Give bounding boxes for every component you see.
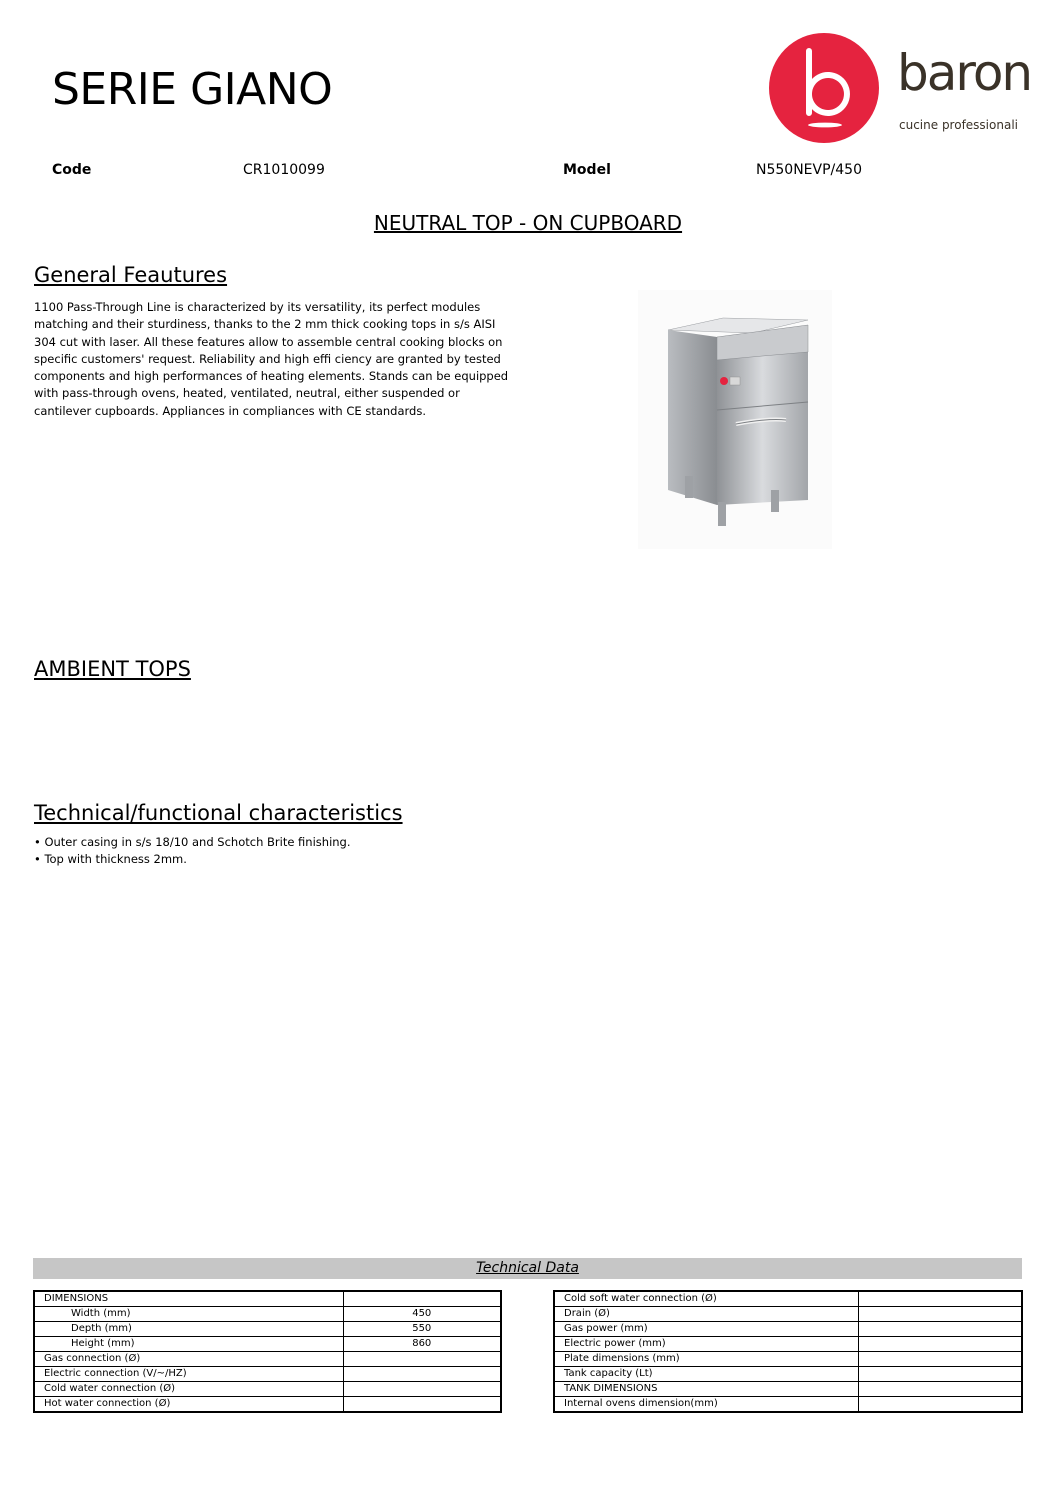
spec-value xyxy=(858,1397,1022,1413)
code-value: CR1010099 xyxy=(243,162,325,178)
spec-value xyxy=(343,1352,501,1367)
spec-label: Depth (mm) xyxy=(34,1322,343,1337)
logo-b-icon xyxy=(769,33,879,143)
table-row xyxy=(554,1307,1022,1322)
model-label: Model xyxy=(563,162,611,178)
table-row xyxy=(34,1337,501,1352)
spec-value xyxy=(343,1382,501,1397)
table-row xyxy=(34,1322,501,1337)
table-row xyxy=(34,1352,501,1367)
technical-data-title: Technical Data xyxy=(476,1260,579,1276)
spec-label: Internal ovens dimension(mm) xyxy=(554,1397,858,1413)
spec-value: 860 xyxy=(343,1337,501,1352)
logo-mark xyxy=(769,33,879,143)
technical-data-bar xyxy=(33,1258,1022,1279)
spec-label: Gas power (mm) xyxy=(554,1322,858,1337)
spec-value xyxy=(343,1367,501,1382)
general-features-heading: General Feautures xyxy=(34,263,228,287)
technical-characteristics-heading: Technical/functional characteristics xyxy=(34,801,403,825)
technical-bullet-list xyxy=(34,834,351,869)
table-row xyxy=(34,1291,501,1307)
spec-label: Height (mm) xyxy=(34,1337,343,1352)
product-heading: NEUTRAL TOP - ON CUPBOARD xyxy=(373,211,683,235)
table-row xyxy=(554,1337,1022,1352)
bullet-item: • Top with thickness 2mm. xyxy=(34,852,187,867)
spec-label: Electric power (mm) xyxy=(554,1337,858,1352)
product-image xyxy=(638,290,832,549)
series-title: SERIE GIANO xyxy=(52,64,333,115)
general-features-text: 1100 Pass-Through Line is characterized by its versatility, its perfect modules matching and their sturdiness, thanks to the 2 mm thick cooking tops in s/s AISI 304 cut with laser. All these features allow to assemble central cooking blocks on specific customers' request. Reliability and high effi ciency are granted by tested components and high performances of heating elements. Stands can be equipped with pass-through ovens, heated, ventilated, neutral, either suspended or cantilever cupboards. Appliances in compliances with CE standards. xyxy=(34,300,509,418)
spec-table-left xyxy=(33,1290,502,1413)
spec-value: 550 xyxy=(343,1322,501,1337)
spec-label: DIMENSIONS xyxy=(34,1291,343,1307)
spec-label: Gas connection (Ø) xyxy=(34,1352,343,1367)
table-row xyxy=(554,1367,1022,1382)
spec-label: Drain (Ø) xyxy=(554,1307,858,1322)
code-label: Code xyxy=(52,162,92,178)
model-value: N550NEVP/450 xyxy=(756,162,862,178)
spec-label: TANK DIMENSIONS xyxy=(554,1382,858,1397)
spec-value xyxy=(858,1367,1022,1382)
spec-label: Electric connection (V/~/HZ) xyxy=(34,1367,343,1382)
spec-label: Cold water connection (Ø) xyxy=(34,1382,343,1397)
spec-value xyxy=(858,1307,1022,1322)
spec-value: 450 xyxy=(343,1307,501,1322)
table-row xyxy=(554,1352,1022,1367)
table-row xyxy=(34,1307,501,1322)
table-row xyxy=(554,1322,1022,1337)
table-row xyxy=(34,1397,501,1413)
logo-brand: baron xyxy=(897,44,1032,102)
spec-value xyxy=(858,1337,1022,1352)
spec-table-right xyxy=(553,1290,1023,1413)
spec-value xyxy=(858,1352,1022,1367)
table-row xyxy=(554,1397,1022,1413)
spec-value xyxy=(343,1291,501,1307)
logo-tagline: cucine professionali xyxy=(899,118,1018,132)
spec-label: Width (mm) xyxy=(34,1307,343,1322)
table-row xyxy=(554,1291,1022,1307)
spec-value xyxy=(858,1291,1022,1307)
spec-value xyxy=(858,1382,1022,1397)
spec-label: Hot water connection (Ø) xyxy=(34,1397,343,1413)
spec-value xyxy=(343,1397,501,1413)
spec-label: Cold soft water connection (Ø) xyxy=(554,1291,858,1307)
table-row xyxy=(34,1382,501,1397)
spec-label: Plate dimensions (mm) xyxy=(554,1352,858,1367)
ambient-tops-heading: AMBIENT TOPS xyxy=(34,657,191,681)
spec-label: Tank capacity (Lt) xyxy=(554,1367,858,1382)
table-row xyxy=(34,1367,501,1382)
table-row xyxy=(554,1382,1022,1397)
bullet-item: • Outer casing in s/s 18/10 and Schotch Brite finishing. xyxy=(34,835,351,849)
spec-value xyxy=(858,1322,1022,1337)
